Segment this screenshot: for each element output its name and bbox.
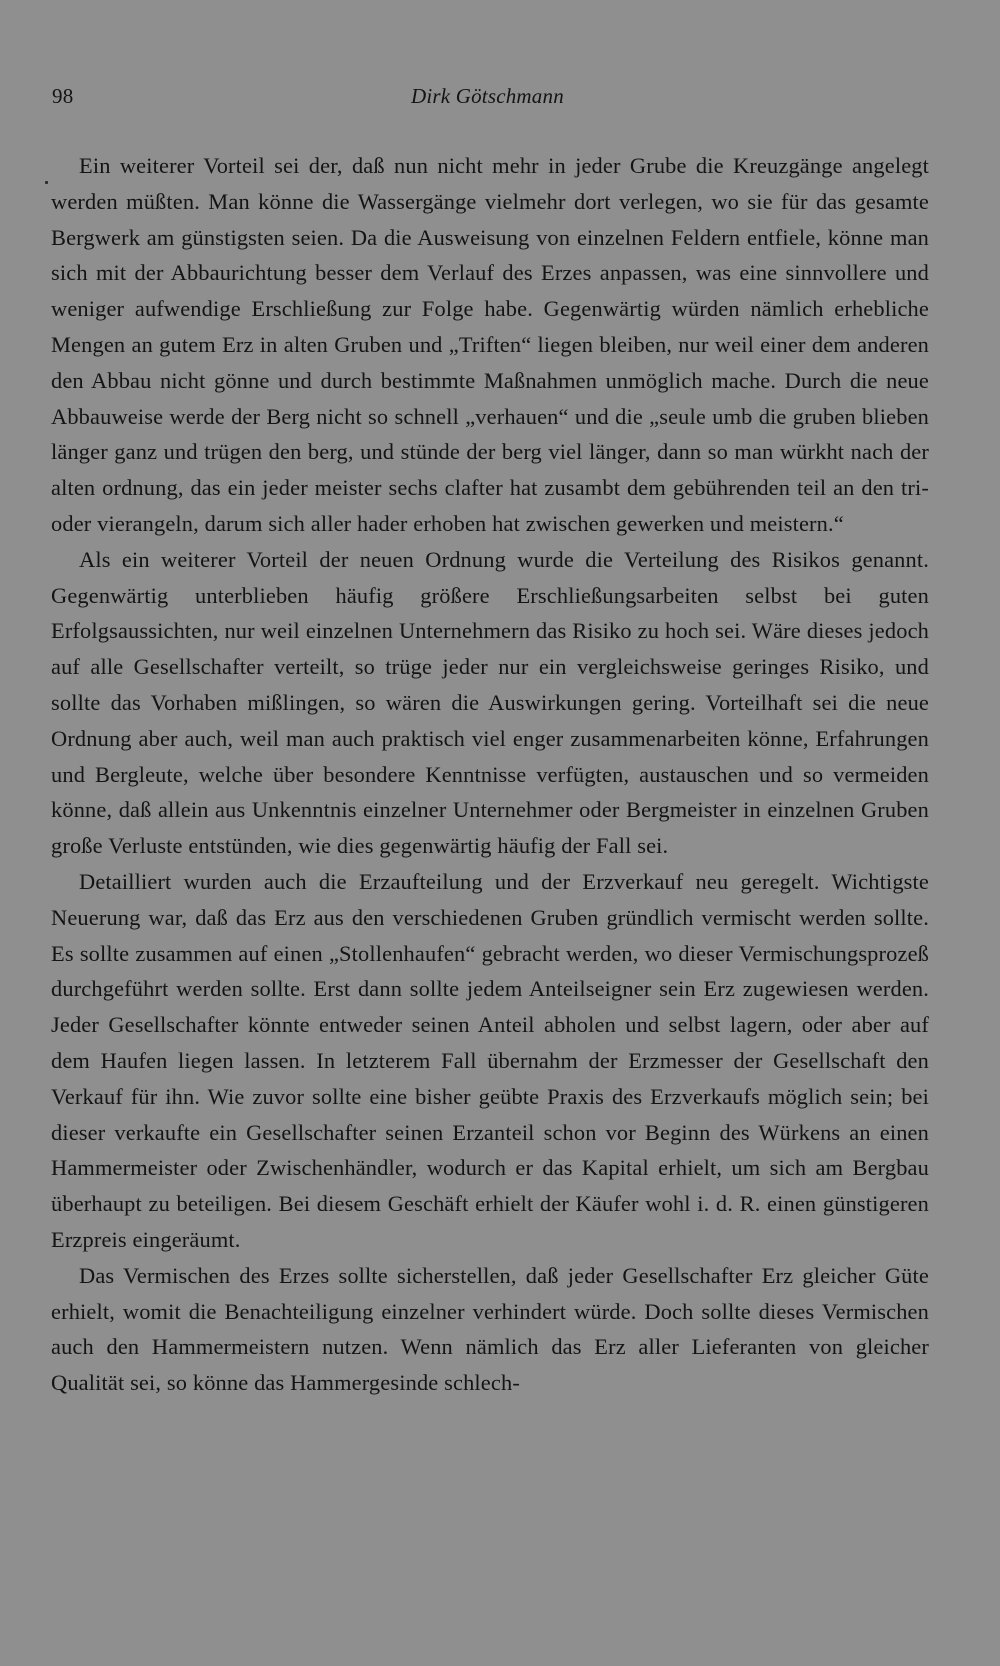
body-text (51, 148, 929, 1401)
paragraph-2: Als ein weiterer Vorteil der neuen Ordnung wurde die Verteilung des Risikos genannt. Gegenwärtig unterblieben häufig größere Erschließungsarbeiten selbst bei guten Erfolgsaussichten, nur weil einzelnen Unternehmern das Risiko zu hoch sei. Wäre dieses jedoch auf alle Gesellschafter verteilt, so trüge jeder nur ein vergleichsweise geringes Risiko, und sollte das Vorhaben mißlingen, so wären die Auswirkungen gering. Vorteilhaft sei die neue Ordnung aber auch, weil man auch praktisch viel enger zusammenarbeiten könne, Erfahrungen und Bergleute, welche über besondere Kenntnisse verfügten, austauschen und so vermeiden könne, daß allein aus Unkenntnis einzelner Unternehmer oder Bergmeister in einzelnen Gruben große Verluste entstünden, wie dies gegenwärtig häufig der Fall sei. (51, 546, 929, 859)
page-number: 98 (52, 84, 74, 108)
paragraph-4: Das Vermischen des Erzes sollte sicherstellen, daß jeder Gesellschafter Erz gleicher Güte erhielt, womit die Benachteiligung einzelner verhindert würde. Doch sollte dieses Vermischen auch den Hammermeistern nutzen. Wenn nämlich das Erz aller Lieferanten von gleicher Qualität sei, so könne das Hammergesinde schlech- (51, 1262, 929, 1396)
paragraph-1: Ein weiterer Vorteil sei der, daß nun nicht mehr in jeder Grube die Kreuzgänge angelegt werden müßten. Man könne die Wassergänge vielmehr dort verlegen, wo sie für das gesamte Bergwerk am günstigsten seien. Da die Ausweisung von einzelnen Feldern entfiele, könne man sich mit der Abbaurichtung besser dem Verlauf des Erzes anpassen, was eine sinnvollere und weniger aufwendige Erschließung zur Folge habe. Gegenwärtig würden nämlich erhebliche Mengen an gutem Erz in alten Gruben und „Triften“ liegen bleiben, nur weil einer dem anderen den Abbau nicht gönne und durch bestimmte Maßnahmen unmöglich mache. Durch die neue Abbauweise werde der Berg nicht so schnell „verhauen“ und die „seule umb die gruben blieben länger ganz und trügen den berg, und stünde der berg viel länger, dann so man würkht nach der alten ordnung, das ein jeder meister sechs clafter hat zusambt dem gebührenden teil an den tri- oder vierangeln, darum sich aller hader erhoben hat zwischen gewerken und meistern.“ (51, 153, 929, 536)
running-head-author: Dirk Götschmann (411, 84, 564, 108)
paragraph-3: Detailliert wurden auch die Erzaufteilung und der Erzverkauf neu geregelt. Wichtigste Neuerung war, daß das Erz aus den verschiedenen Gruben gründlich vermischt werden sollte. Es sollte zusammen auf einen „Stollenhaufen“ gebracht werden, wo dieser Vermischungsprozeß durchgeführt werden sollte. Erst dann sollte jedem Anteilseigner sein Erz zugewiesen werden. Jeder Gesellschafter könnte entweder seinen Anteil abholen und selbst lagern, oder aber auf dem Haufen liegen lassen. In letzterem Fall übernahm der Erzmesser der Gesellschaft den Verkauf für ihn. Wie zuvor sollte eine bisher geübte Praxis des Erzverkaufs möglich sein; bei dieser verkaufte ein Gesellschafter seinen Erzanteil schon vor Beginn des Würkens an einen Hammermeister oder Zwischenhändler, wodurch er das Kapital erhielt, um sich am Bergbau überhaupt zu beteiligen. Bei diesem Geschäft erhielt der Käufer wohl i. d. R. einen günstigeren Erzpreis eingeräumt. (51, 868, 929, 1252)
ink-speck (45, 181, 48, 184)
